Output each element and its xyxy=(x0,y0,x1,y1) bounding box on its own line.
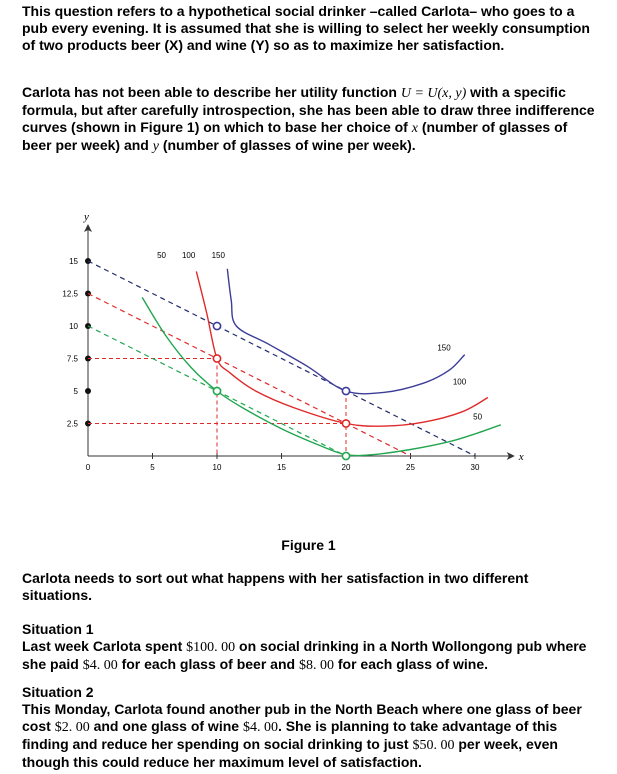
budget-line xyxy=(88,294,411,457)
intro-text: This question refers to a hypothetical social drinker –called Carlota– who goes to a pub every evening. It is assumed that she is willing to select her weekly consumption of two products beer (X) and wine (Y) so as to maximize her satisfaction. xyxy=(22,3,590,53)
indifference-curve-150 xyxy=(227,269,464,394)
x-tick-label: 25 xyxy=(406,463,415,472)
situation-1 xyxy=(22,621,600,674)
s2-text-b: and one glass of wine xyxy=(89,718,243,734)
curve-label-top-50: 50 xyxy=(157,251,166,260)
s1-text-b: on social drinking in a North Wollongong pub where she paid xyxy=(22,638,587,672)
x-tick-label: 5 xyxy=(150,463,155,472)
s2-wine-price: $4. 00 xyxy=(242,720,278,735)
utility-text-d: (number of glasses of wine per week). xyxy=(158,137,416,153)
y-tick-label: 15 xyxy=(69,257,78,266)
situation-1-title: Situation 1 xyxy=(22,621,94,637)
tangency-point xyxy=(342,420,349,427)
s1-text-c: for each glass of beer and xyxy=(117,656,299,672)
x-axis-label: x xyxy=(518,451,524,463)
tangency-point xyxy=(342,452,349,459)
s1-text-d: for each glass of wine. xyxy=(333,656,489,672)
s1-wine-price: $8. 00 xyxy=(298,658,334,673)
tangency-point xyxy=(213,355,220,362)
y-tick-label: 5 xyxy=(73,387,78,396)
curve-label-right-100: 100 xyxy=(452,377,467,387)
situation-2-title: Situation 2 xyxy=(22,684,94,700)
curve-label-right-50: 50 xyxy=(473,412,483,422)
indifference-curves xyxy=(142,269,501,456)
var-y: y xyxy=(152,139,159,154)
utility-text-c: (number of glasses of beer per week) and xyxy=(22,119,568,153)
y-axis-label: y xyxy=(84,211,89,223)
y-tick-dot xyxy=(85,388,91,394)
s1-beer-price: $4. 00 xyxy=(82,658,118,673)
s2-beer-price: $2. 00 xyxy=(54,720,90,735)
reference-lines xyxy=(88,359,346,457)
tick-labels xyxy=(62,257,483,472)
s2-budget: $50. 00 xyxy=(412,738,455,753)
s1-budget: $100. 00 xyxy=(186,640,236,655)
tangency-point xyxy=(213,387,220,394)
tangency-point xyxy=(342,387,349,394)
x-tick-label: 0 xyxy=(85,463,91,472)
x-tick-label: 15 xyxy=(277,463,286,472)
var-x: x xyxy=(411,121,418,136)
utility-text-a: Carlota has not been able to describe her utility function xyxy=(22,84,401,100)
x-tick-label: 30 xyxy=(470,463,480,472)
situations-intro-text: Carlota needs to sort out what happens with her satisfaction in two different situations. xyxy=(22,570,529,603)
y-tick-label: 10 xyxy=(69,322,78,331)
figure-caption: Figure 1 xyxy=(281,537,336,553)
curve-label-top-100: 100 xyxy=(181,251,196,260)
curve-label-right-150: 150 xyxy=(437,343,451,353)
axes xyxy=(83,211,524,463)
x-tick-label: 20 xyxy=(341,463,351,472)
y-tick-label: 12.5 xyxy=(62,289,78,299)
s1-text-a: Last week Carlota spent xyxy=(22,638,187,654)
s2-text-c: . She is planning to take advantage of this finding and reduce her spending on social drinking to just xyxy=(22,718,558,752)
tangency-point xyxy=(213,322,220,329)
situations-intro xyxy=(22,570,600,604)
y-tick-label: 2.5 xyxy=(66,419,78,429)
utility-text-b: with a specific formula, but after carefully introspection, she has been able to draw three indifference curves (shown in Figure 1) on which to base her choice of xyxy=(22,84,595,135)
curve-labels xyxy=(157,251,482,422)
curve-label-top-150: 150 xyxy=(211,251,225,260)
x-tick-label: 10 xyxy=(212,463,222,472)
s2-text-a: This Monday, Carlota found another pub in the North Beach where one glass of beer cost xyxy=(22,701,582,734)
s2-text-d: per week, even though this could reduce her maximum level of satisfaction. xyxy=(22,736,558,770)
situation-2 xyxy=(22,684,600,771)
utility-formula: U = U(x, y) xyxy=(400,86,467,101)
y-tick-label: 7.5 xyxy=(66,354,78,364)
